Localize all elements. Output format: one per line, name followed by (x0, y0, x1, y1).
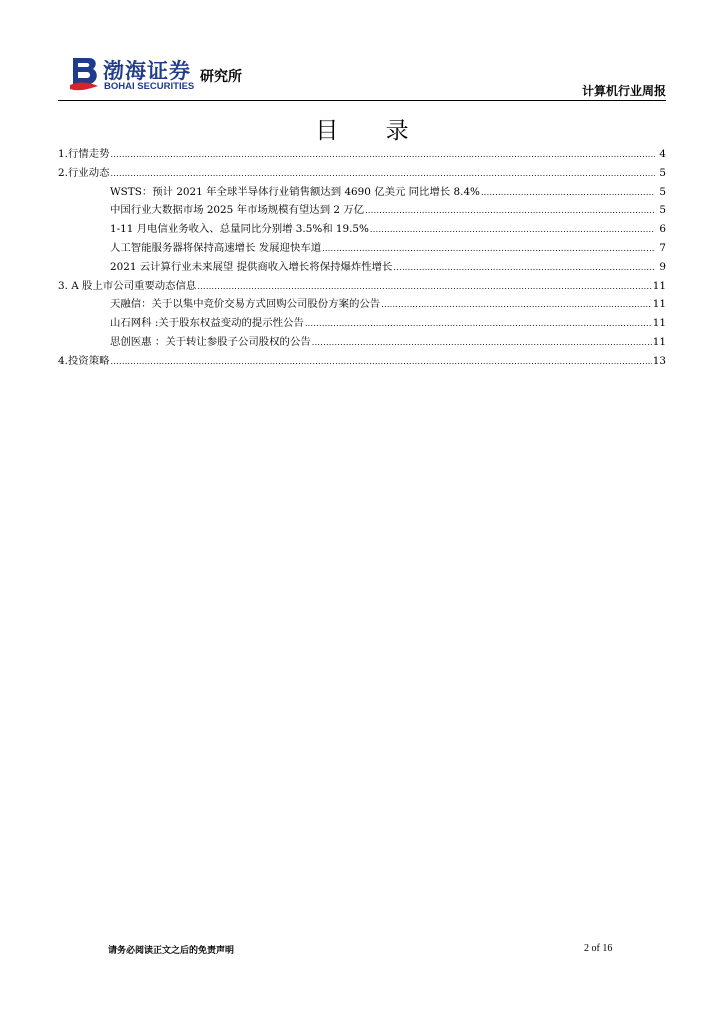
toc-entry-label: 人工智能服务器将保持高速增长 发展迎快车道 (110, 241, 322, 254)
page-title: 目 录 (315, 118, 429, 144)
toc-entry-page: 13 (652, 354, 666, 367)
table-of-contents (58, 145, 666, 371)
toc-entry-page: 11 (652, 279, 666, 292)
toc-dot-leader (110, 353, 651, 372)
toc-entry[interactable] (58, 314, 666, 333)
toc-entry-page: 7 (659, 241, 666, 254)
toc-dot-leader (370, 221, 655, 240)
toc-entry-label: 4.投资策略 (58, 354, 110, 367)
toc-entry-label: 中国行业大数据市场 2025 年市场规模有望达到 2 万亿 (110, 204, 365, 217)
toc-entry-page: 5 (659, 185, 666, 198)
toc-dot-leader (312, 334, 652, 353)
toc-entry-label: 3. A 股上市公司重要动态信息 (58, 279, 197, 292)
toc-dot-leader (481, 184, 655, 203)
header-divider (58, 100, 666, 101)
toc-entry[interactable] (58, 295, 666, 314)
toc-entry[interactable] (58, 220, 666, 239)
toc-entry-label: 2021 云计算行业未来展望 提供商收入增长将保持爆炸性增长 (110, 260, 393, 273)
toc-dot-leader (305, 315, 652, 334)
toc-dot-leader (322, 240, 655, 259)
toc-entry-page: 11 (652, 317, 666, 330)
toc-entry[interactable] (58, 258, 666, 277)
toc-entry[interactable] (58, 183, 666, 202)
toc-dot-leader (110, 146, 655, 165)
toc-entry-label: 山石网科 :关于股东权益变动的提示性公告 (110, 317, 304, 330)
bohai-logo-icon (69, 56, 99, 92)
toc-entry[interactable] (58, 201, 666, 220)
toc-dot-leader (393, 259, 655, 278)
toc-entry-page: 6 (659, 223, 666, 236)
toc-entry-page: 11 (652, 298, 666, 311)
toc-entry-page: 11 (652, 335, 666, 348)
toc-entry[interactable] (58, 145, 666, 164)
logo-english-name: BOHAI SECURITIES (104, 81, 195, 92)
logo-chinese-name: 渤海证券 (103, 59, 191, 83)
report-type: 计算机行业周报 (581, 84, 666, 98)
toc-entry-page: 9 (659, 260, 666, 273)
toc-dot-leader (110, 165, 655, 184)
toc-entry-label: 2.行业动态 (58, 166, 110, 179)
toc-entry[interactable] (58, 239, 666, 258)
toc-entry[interactable] (58, 352, 666, 371)
toc-entry-label: 天融信：关于以集中竞价交易方式回购公司股份方案的公告 (110, 298, 381, 311)
institute-label: 研究所 (200, 69, 242, 85)
toc-entry-label: WSTS：预计 2021 年全球半导体行业销售额达到 4690 亿美元 同比增长 8.4% (110, 185, 480, 198)
toc-entry-label: 1-11 月电信业务收入、总量同比分别增 3.5%和 19.5% (110, 223, 369, 236)
toc-dot-leader (197, 278, 651, 297)
toc-entry-page: 5 (659, 204, 666, 217)
toc-entry[interactable] (58, 333, 666, 352)
toc-dot-leader (365, 202, 655, 221)
toc-entry-label: 1.行情走势 (58, 148, 110, 160)
toc-entry[interactable] (58, 277, 666, 296)
footer-page-number: 2 of 16 (584, 943, 613, 954)
toc-entry[interactable] (58, 164, 666, 183)
toc-entry-label: 思创医惠 ：关于转让参股子公司股权的公告 (110, 335, 311, 348)
toc-dot-leader (381, 296, 652, 315)
toc-entry-page: 5 (659, 166, 666, 179)
toc-entry-page: 4 (659, 148, 666, 160)
footer-disclaimer: 请务必阅读正文之后的免责声明 (108, 946, 235, 956)
